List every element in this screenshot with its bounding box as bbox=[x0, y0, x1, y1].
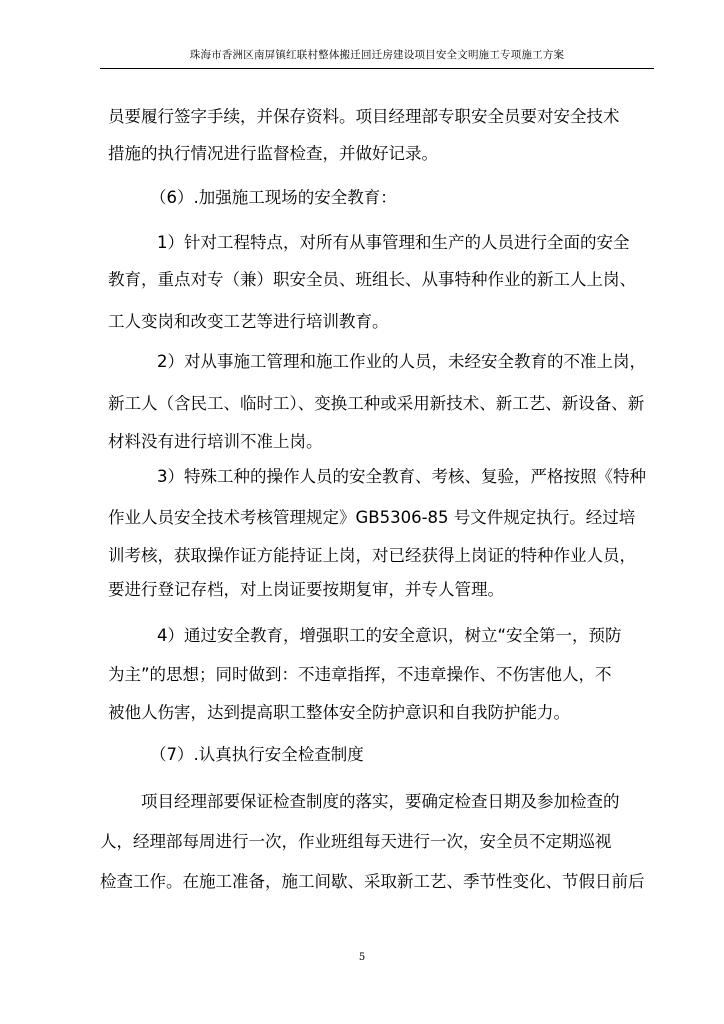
body-line-18: 项目经理部要保证检查制度的落实，要确定检查日期及参加检查的 bbox=[141, 792, 620, 811]
body-line-14: 4）通过安全教育，增强职工的安全意识，树立“安全第一，预防 bbox=[157, 626, 622, 645]
body-line-10: 3）特殊工种的操作人员的安全教育、考核、复验，严格按照《特种 bbox=[157, 467, 646, 486]
header-divider bbox=[100, 68, 654, 69]
body-line-15: 为主”的思想；同时做到：不违章指挥，不违章操作、不伤害他人，不 bbox=[108, 665, 612, 684]
body-line-9: 材料没有进行培训不准上岗。 bbox=[108, 432, 323, 451]
body-line-12: 训考核，获取操作证方能持证上岗，对已经获得上岗证的特种作业人员， bbox=[108, 546, 636, 565]
section-heading-6: （6）.加强施工现场的安全教育： bbox=[150, 188, 397, 207]
body-line-2: 措施的执行情况进行监督检查，并做好记录。 bbox=[108, 144, 438, 163]
body-line-11: 作业人员安全技术考核管理规定》GB5306-85 号文件规定执行。经过培 bbox=[108, 508, 636, 527]
body-line-19: 人，经理部每周进行一次，作业班组每天进行一次，安全员不定期巡视 bbox=[100, 832, 612, 851]
body-line-4: 1）针对工程特点，对所有从事管理和生产的人员进行全面的安全 bbox=[157, 233, 630, 252]
page-header-title: 珠海市香洲区南屏镇红联村整体搬迁回迁房建设项目安全文明施工专项施工方案 bbox=[189, 49, 565, 61]
body-line-6: 工人变岗和改变工艺等进行培训教育。 bbox=[108, 312, 389, 331]
body-line-7: 2）对从事施工管理和施工作业的人员，未经安全教育的不准上岗， bbox=[157, 352, 646, 371]
body-line-13: 要进行登记存档，对上岗证要按期复审，并专人管理。 bbox=[108, 580, 504, 599]
page-number: 5 bbox=[358, 952, 366, 963]
body-line-5: 教育，重点对专（兼）职安全员、班组长、从事特种作业的新工人上岗、 bbox=[108, 270, 636, 289]
body-line-20: 检查工作。在施工准备，施工间歇、采取新工艺、季节性变化、节假日前后 bbox=[100, 872, 645, 891]
body-line-8: 新工人（含民工、临时工）、变换工种或采用新技术、新工艺、新设备、新 bbox=[108, 394, 645, 413]
body-line-16: 被他人伤害，达到提高职工整体安全防护意识和自我防护能力。 bbox=[108, 703, 570, 722]
section-heading-7: （7）.认真执行安全检查制度 bbox=[150, 745, 364, 764]
body-line-1: 员要履行签字手续，并保存资料。项目经理部专职安全员要对安全技术 bbox=[108, 107, 620, 126]
